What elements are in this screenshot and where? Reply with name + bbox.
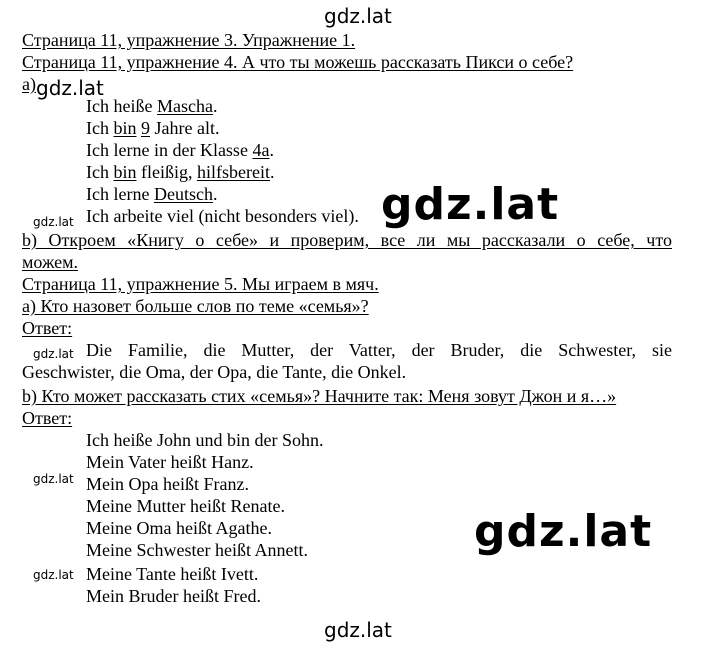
german-line-1: Ich heiße Mascha. <box>86 96 218 116</box>
watermark-large-1: gdz.lat <box>381 179 560 230</box>
poem-line-8: Mein Bruder heißt Fred. <box>86 586 261 606</box>
poem-line-4: Meine Mutter heißt Renate. <box>86 496 285 516</box>
heading-exercise-4: Страница 11, упражнение 4. А что ты можешь рассказать Пикси о себе? <box>22 52 574 72</box>
watermark-small-4: gdz.lat <box>33 568 74 582</box>
watermark-small-2: gdz.lat <box>33 347 74 361</box>
family-words-line-1: Die Familie, die Mutter, der Vatter, der Bruder, die Schwester, sie <box>86 340 672 360</box>
family-words-line-2: Geschwister, die Oma, der Opa, die Tante, die Onkel. <box>22 362 407 382</box>
watermark-small-3: gdz.lat <box>33 472 74 486</box>
poem-line-5: Meine Oma heißt Agathe. <box>86 518 272 538</box>
poem-line-6: Meine Schwester heißt Annett. <box>86 540 308 560</box>
heading-exercise-3: Страница 11, упражнение 3. Упражнение 1. <box>22 30 356 50</box>
heading-exercise-5: Страница 11, упражнение 5. Мы играем в мяч. <box>22 274 379 294</box>
item-a-label: а) <box>22 74 36 94</box>
german-line-3: Ich lerne in der Klasse 4a. <box>86 140 274 160</box>
german-line-4: Ich bin fleißig, hilfsbereit. <box>86 162 275 182</box>
poem-line-7: Meine Tante heißt Ivett. <box>86 564 259 584</box>
german-line-5: Ich lerne Deutsch. <box>86 184 218 204</box>
german-line-6: Ich arbeite viel (nicht besonders viel). <box>86 206 359 226</box>
item-a5-text: а) Кто назовет больше слов по теме «семья»? <box>22 296 369 316</box>
watermark-top: gdz.lat <box>324 4 392 28</box>
watermark-inline-a: gdz.lat <box>36 76 104 100</box>
german-line-2: Ich bin 9 Jahre alt. <box>86 118 220 138</box>
poem-line-3: Mein Opa heißt Franz. <box>86 474 249 494</box>
answer-label-2: Ответ: <box>22 408 73 428</box>
watermark-large-2: gdz.lat <box>474 506 653 557</box>
poem-line-1: Ich heiße John und bin der Sohn. <box>86 430 324 450</box>
item-b-text: b) Откроем «Книгу о себе» и проверим, все ли мы рассказали о себе, что <box>22 230 672 250</box>
watermark-small-1: gdz.lat <box>33 215 74 229</box>
item-b-text-cont: можем. <box>22 252 79 272</box>
item-b5-text: b) Кто может рассказать стих «семья»? Начните так: Меня зовут Джон и я…» <box>22 386 617 406</box>
watermark-bottom: gdz.lat <box>324 618 392 642</box>
answer-label-1: Ответ: <box>22 318 73 338</box>
poem-line-2: Mein Vater heißt Hanz. <box>86 452 254 472</box>
